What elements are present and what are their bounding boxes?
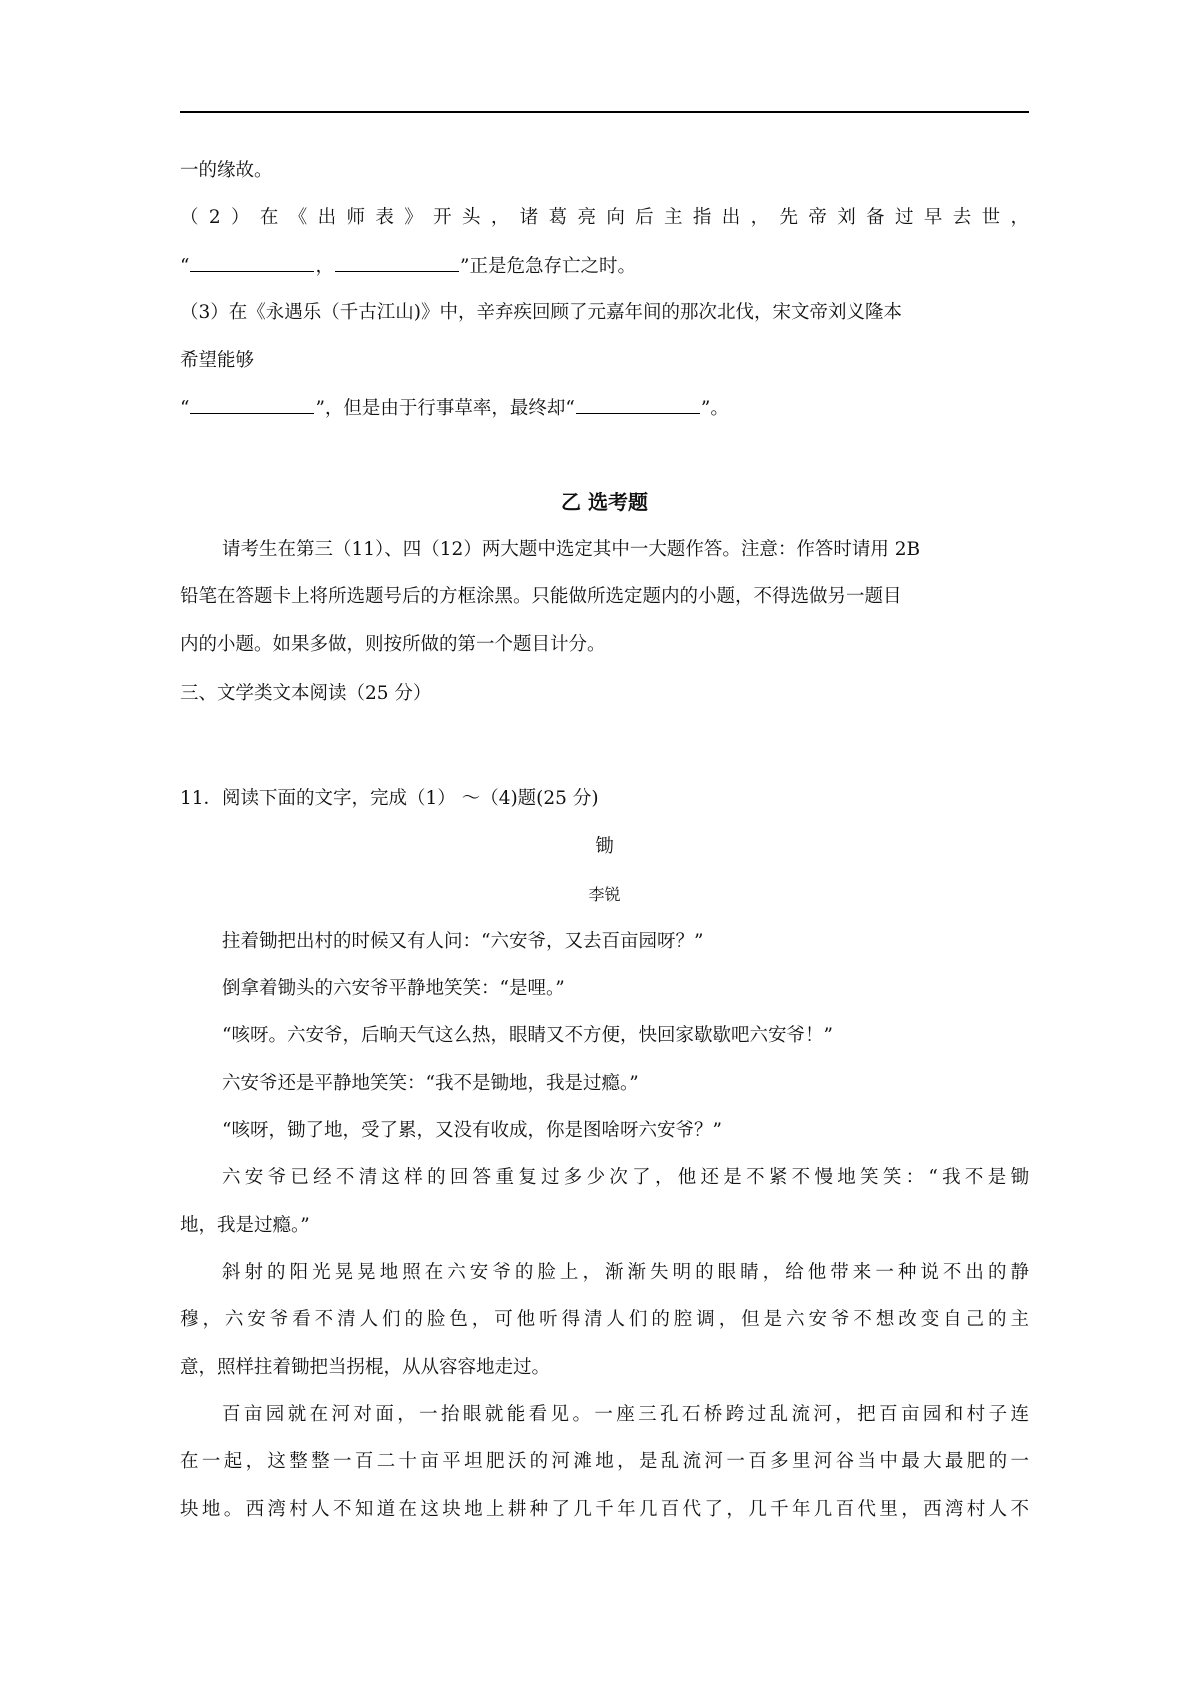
story-line: 斜射的阳光晃晃地照在六安爷的脸上，渐渐失明的眼睛，给他带来一种说不出的静 bbox=[222, 1262, 1029, 1283]
instruction-line: 铅笔在答题卡上将所选题号后的方框涂黑。只能做所选定题内的小题，不得选做另一题目 bbox=[180, 586, 902, 607]
story-line: 在一起，这整整一百二十亩平坦肥沃的河滩地，是乱流河一百多里河谷当中最大最肥的一 bbox=[180, 1451, 1029, 1472]
fill-blank[interactable] bbox=[576, 395, 700, 414]
story-line: 百亩园就在河对面，一抬眼就能看见。一座三孔石桥跨过乱流河，把百亩园和村子连 bbox=[222, 1404, 1029, 1425]
story-line: 六安爷还是平静地笑笑：“我不是锄地，我是过瘾。” bbox=[222, 1073, 639, 1094]
fill-blank[interactable] bbox=[335, 253, 459, 272]
text-line: 希望能够 bbox=[180, 350, 255, 371]
story-line: 地，我是过瘾。” bbox=[180, 1215, 310, 1236]
header-rule bbox=[180, 111, 1029, 113]
instruction-line: 请考生在第三（11）、四（12）两大题中选定其中一大题作答。注意：作答时请用 2B bbox=[222, 539, 921, 560]
question-11: 11．阅读下面的文字，完成（1） ～（4)题(25 分) bbox=[180, 788, 599, 809]
story-line: 意，照样拄着锄把当拐棍，从从容容地走过。 bbox=[180, 1357, 551, 1378]
fill-blank[interactable] bbox=[190, 253, 314, 272]
story-title: 锄 bbox=[595, 836, 614, 857]
section-title: 乙 选考题 bbox=[561, 490, 648, 514]
instruction-line: 内的小题。如果多做，则按所做的第一个题目计分。 bbox=[180, 634, 606, 655]
text-line-with-blanks: “ ”，但是由于行事草率，最终却“ ”。 bbox=[180, 395, 1029, 422]
story-line: 拄着锄把出村的时候又有人问：“六安爷，又去百亩园呀？” bbox=[222, 931, 704, 952]
story-line: 六安爷已经不清这样的回答重复过多少次了，他还是不紧不慢地笑笑：“我不是锄 bbox=[222, 1167, 1029, 1188]
story-line: 块地。西湾村人不知道在这块地上耕种了几千年几百代了，几千年几百代里，西湾村人不 bbox=[180, 1499, 1029, 1520]
part-heading: 三、文学类文本阅读（25 分） bbox=[180, 683, 432, 704]
story-line: “咳呀，锄了地，受了累，又没有收成，你是图啥呀六安爷？” bbox=[222, 1120, 722, 1141]
text-line: （3）在《永遇乐（千古江山)》中，辛弃疾回顾了元嘉年间的那次北伐，宋文帝刘义隆本 bbox=[180, 302, 902, 323]
story-line: “咳呀。六安爷，后晌天气这么热，眼睛又不方便，快回家歇歇吧六安爷！” bbox=[222, 1025, 833, 1046]
story-line: 倒拿着锄头的六安爷平静地笑笑：“是哩。” bbox=[222, 978, 565, 999]
story-author: 李锐 bbox=[588, 885, 621, 904]
text-line: （2）在《出师表》开头，诸葛亮向后主指出，先帝刘备过早去世， bbox=[180, 207, 1029, 228]
text-line-with-blanks: “ ， ”正是危急存亡之时。 bbox=[180, 253, 1029, 280]
text-line: 一的缘故。 bbox=[180, 160, 273, 181]
fill-blank[interactable] bbox=[190, 395, 314, 414]
story-line: 穆，六安爷看不清人们的脸色，可他听得清人们的腔调，但是六安爷不想改变自己的主 bbox=[180, 1309, 1029, 1330]
